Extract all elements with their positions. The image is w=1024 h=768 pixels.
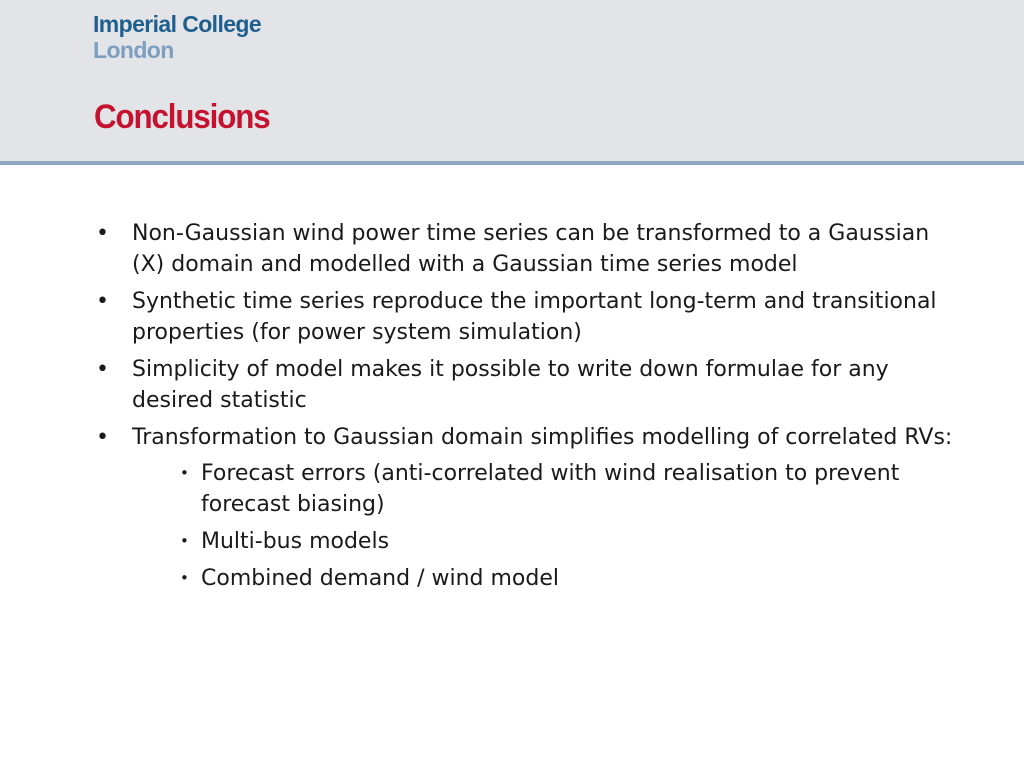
- bullet-item: [96, 422, 966, 594]
- bullet-text: Synthetic time series reproduce the important long-term and transitional properties (for power system simulation): [132, 289, 937, 345]
- bullet-item: [96, 218, 966, 280]
- bullet-text: Non-Gaussian wind power time series can be transformed to a Gaussian (X) domain and modelled with a Gaussian time series model: [132, 221, 930, 277]
- sub-bullet-icon: •: [180, 464, 189, 482]
- bullet-icon: •: [96, 221, 109, 246]
- sub-bullet-item: [132, 526, 966, 557]
- logo-line-1: Imperial College: [93, 11, 262, 37]
- bullet-item: [96, 354, 966, 416]
- bullet-icon: •: [96, 289, 109, 314]
- sub-bullet-text: Combined demand / wind model: [201, 566, 559, 591]
- sub-bullet-icon: •: [180, 569, 189, 587]
- sub-bullet-text: Forecast errors (anti-correlated with wind realisation to prevent forecast biasing): [201, 461, 900, 517]
- sub-bullet-list: [132, 458, 966, 594]
- sub-bullet-icon: •: [180, 532, 189, 550]
- bullet-icon: •: [96, 425, 109, 450]
- header-divider: [0, 161, 1024, 165]
- bullet-list: [96, 218, 966, 594]
- bullet-text: Simplicity of model makes it possible to write down formulae for any desired statistic: [132, 357, 889, 413]
- slide-title: Conclusions: [94, 98, 270, 136]
- slide-content: [96, 218, 966, 600]
- bullet-text: Transformation to Gaussian domain simplifies modelling of correlated RVs:: [132, 425, 953, 450]
- slide-header: [0, 0, 1024, 162]
- imperial-college-logo: [93, 11, 261, 63]
- sub-bullet-text: Multi-bus models: [201, 529, 390, 554]
- logo-line-2: London: [93, 37, 174, 63]
- sub-bullet-item: [132, 563, 966, 594]
- sub-bullet-item: [132, 458, 966, 520]
- bullet-item: [96, 286, 966, 348]
- bullet-icon: •: [96, 357, 109, 382]
